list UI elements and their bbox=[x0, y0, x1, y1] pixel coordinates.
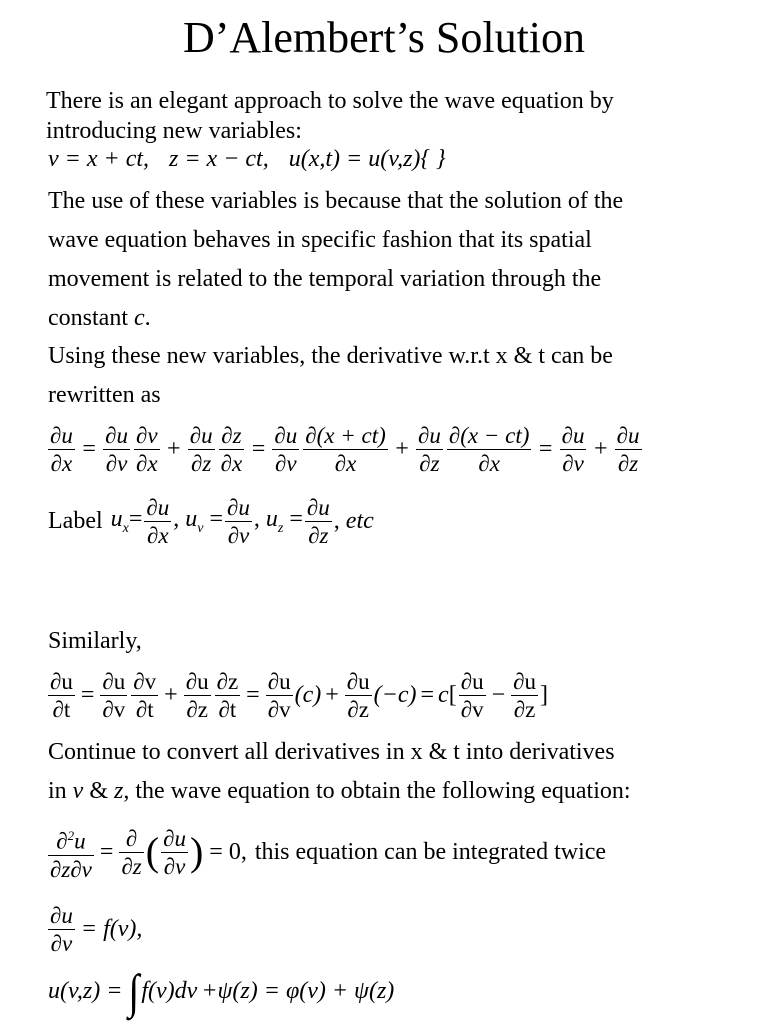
explanation-text bbox=[48, 182, 623, 338]
using-line-1: Using these new variables, the derivative w.r.t x & t can be bbox=[48, 343, 613, 369]
continue-text bbox=[48, 733, 631, 811]
explanation-line-3: movement is related to the temporal variation through the bbox=[48, 266, 602, 292]
chain-rule-x-equation: $\frac{\partial u}{\partial x}$ = $\frac{\partial u}{\partial v}$ $\frac{\partial v}{\partial x}$ + $\frac{\partial u}{\partial z}$ $\frac{\partial z}{\partial x}$ = $\frac{\partial u}{\partial v}$ $\frac{\partial(x + ct)}{\partial x}$ + $\frac{\partial u}{\partial z}$ $\frac{\partial(x - ct)}{\partial x}$ = $\frac{\partial u}{\partial v}$ + $\frac{\partial u}{\partial z}$ bbox=[50, 423, 640, 476]
continue-line-1: Continue to convert all derivatives in x & t into derivatives bbox=[48, 739, 615, 765]
label-word: Label bbox=[48, 508, 103, 534]
intro-text bbox=[46, 86, 614, 146]
integration-note: this equation can be integrated twice bbox=[254, 838, 607, 865]
using-text bbox=[48, 337, 613, 415]
explanation-line-2: wave equation behaves in specific fashion that its spatial bbox=[48, 227, 592, 253]
v-definition: v = x + ct, bbox=[48, 146, 150, 172]
u-definition: u(x,t) = u(v,z){ } bbox=[288, 146, 446, 172]
page-title: D’Alembert’s Solution bbox=[182, 13, 586, 62]
zero-result: = 0, bbox=[209, 838, 247, 865]
explanation-line-1: The use of these variables is because that the solution of the bbox=[48, 188, 624, 214]
intro-line-1: There is an elegant approach to solve the wave equation by bbox=[46, 88, 614, 114]
z-definition: z = x − ct, bbox=[169, 146, 269, 172]
using-line-2: rewritten as bbox=[48, 382, 161, 408]
first-integral-equation: $\frac{\partial u}{\partial v}$ = f(v), bbox=[50, 903, 143, 956]
substitution-equation bbox=[48, 146, 446, 173]
general-solution-equation: u(v,z) = ∫ f(v)dv +ψ(z) = φ(v) + ψ(z) bbox=[48, 964, 395, 1019]
similarly-text: Similarly, bbox=[48, 628, 142, 654]
explanation-line-4: constant c. bbox=[48, 305, 151, 331]
label-line: Label $u_x=$ $\frac{\partial u}{\partial x}$ , $u_v$ = $\frac{\partial u}{\partial v}$ , $u_z$ = $\frac{\partial u}{\partial z}$ , etc bbox=[48, 495, 374, 548]
intro-line-2: introducing new variables: bbox=[46, 118, 302, 144]
chain-rule-t-equation: $\frac{\partial u}{\partial t}$ = $\frac{\partial u}{\partial v}$ $\frac{\partial v}{\partial t}$ + $\frac{\partial u}{\partial z}$ $\frac{\partial z}{\partial t}$ = $\frac{\partial u}{\partial v}$ (c) + $\frac{\partial u}{\partial z}$ (−c) = c[ $\frac{\partial u}{\partial v}$ − $\frac{\partial u}{\partial z}$ ] bbox=[50, 669, 548, 722]
mixed-derivative-equation: $\frac{\partial^2u}{\partial z\partial v}$ = $\frac{\partial}{\partial z}$ ( $\frac{\partial u}{\partial v}$ ) = 0, this equation can be integrated twice bbox=[46, 822, 606, 883]
continue-line-2: in v & z, the wave equation to obtain the following equation: bbox=[48, 778, 631, 804]
